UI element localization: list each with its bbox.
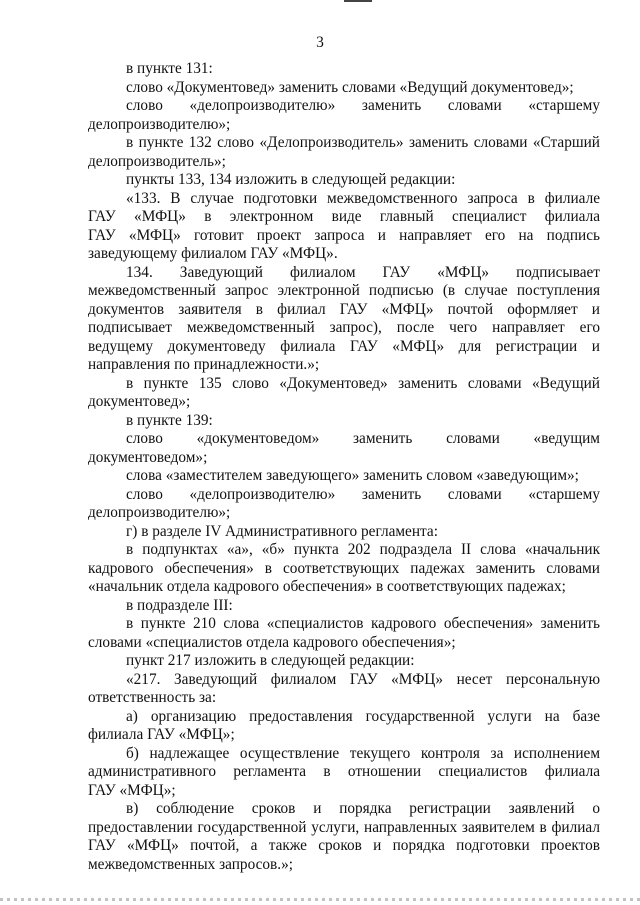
text-line: слово «делопроизводителю» заменить словами «старшему [126, 97, 600, 114]
text-line: «начальник отдела кадрового обеспечения» в соответствующих падежах; [88, 578, 566, 595]
text-line: «217. Заведующий филиалом ГАУ «МФЦ» несет персональную [126, 670, 600, 688]
text-line: ГАУ «МФЦ» готовит проект запроса и направляет его на подпись [88, 226, 600, 244]
document-body [88, 60, 600, 874]
text-line: направления по принадлежности.»; [88, 356, 320, 373]
text-line: филиала ГАУ «МФЦ»; [88, 726, 235, 743]
text-line: ГАУ «МФЦ»; [88, 781, 176, 799]
page-number: 3 [316, 34, 324, 51]
text-line: ГАУ «МФЦ» почтой, а также сроков и порядка подготовки проектов [88, 837, 600, 854]
text-line: ответственность за: [88, 689, 217, 706]
text-line: г) в разделе IV Административного регламента: [126, 522, 438, 540]
text-line: документовед»; [88, 393, 191, 410]
text-line: слово «делопроизводителю» заменить словами «старшему [126, 485, 600, 503]
text-line: заведующему филиалом ГАУ «МФЦ». [88, 245, 338, 262]
text-line: административного регламента в отношении специалистов филиала [88, 763, 600, 780]
text-line: пункты 133, 134 изложить в следующей редакции: [126, 171, 456, 188]
text-line: межведомственных запросов.»; [88, 855, 293, 873]
text-line: в пункте 132 слово «Делопроизводитель» заменить словами «Старший [126, 134, 600, 151]
text-line: межведомственный запрос электронной подписью (в случае поступления [88, 282, 600, 299]
text-line: подписывает межведомственный запрос), после чего направляет его [88, 319, 600, 336]
text-line: 134. Заведующий филиалом ГАУ «МФЦ» подписывает [126, 263, 600, 281]
text-line: б) надлежащее осуществление текущего контроля за исполнением [126, 744, 600, 762]
text-line: ГАУ «МФЦ» в электронном виде главный специалист филиала [88, 208, 600, 225]
text-line: предоставлении государственной услуги, направленных заявителем в филиал [88, 818, 600, 836]
text-line: в пункте 139: [126, 411, 213, 429]
text-line: делопроизводителю»; [88, 115, 231, 133]
text-line: в пункте 131: [126, 60, 213, 77]
text-line: в подпунктах «а», «б» пункта 202 подраздела II слова «начальник [126, 541, 600, 558]
text-line: словами «специалистов отдела кадрового обеспечения»; [88, 633, 456, 651]
text-line: делопроизводитель»; [88, 152, 226, 170]
text-line: делопроизводителю»; [88, 504, 231, 521]
text-line: в подразделе III: [126, 596, 233, 614]
text-line: слово «документоведом» заменить словами «ведущим [126, 430, 600, 447]
text-line: в пункте 135 слово «Документовед» заменить словами «Ведущий [126, 374, 600, 392]
text-line: слово «Документовед» заменить словами «Ведущий документовед»; [126, 78, 574, 96]
text-line: а) организацию предоставления государственной услуги на базе [126, 707, 600, 725]
text-line: кадрового обеспечения» в соответствующих падежах заменить словами [88, 559, 600, 577]
text-line: слова «заместителем заведующего» заменить словом «заведующим»; [126, 467, 579, 484]
top-edge-mark [344, 0, 372, 2]
text-line: пункт 217 изложить в следующей редакции: [126, 652, 415, 669]
text-line: документов заявителя в филиал ГАУ «МФЦ» почтой оформляет и [88, 300, 600, 318]
text-line: документоведом»; [88, 448, 208, 466]
scan-bottom-artifact [0, 898, 640, 901]
text-line: в пункте 210 слова «специалистов кадрового обеспечения» заменить [126, 615, 600, 632]
text-line: в) соблюдение сроков и порядка регистрации заявлений о [126, 800, 600, 817]
text-line: «133. В случае подготовки межведомственного запроса в филиале [126, 189, 600, 207]
text-line: ведущему документоведу филиала ГАУ «МФЦ» для регистрации и [88, 337, 600, 355]
